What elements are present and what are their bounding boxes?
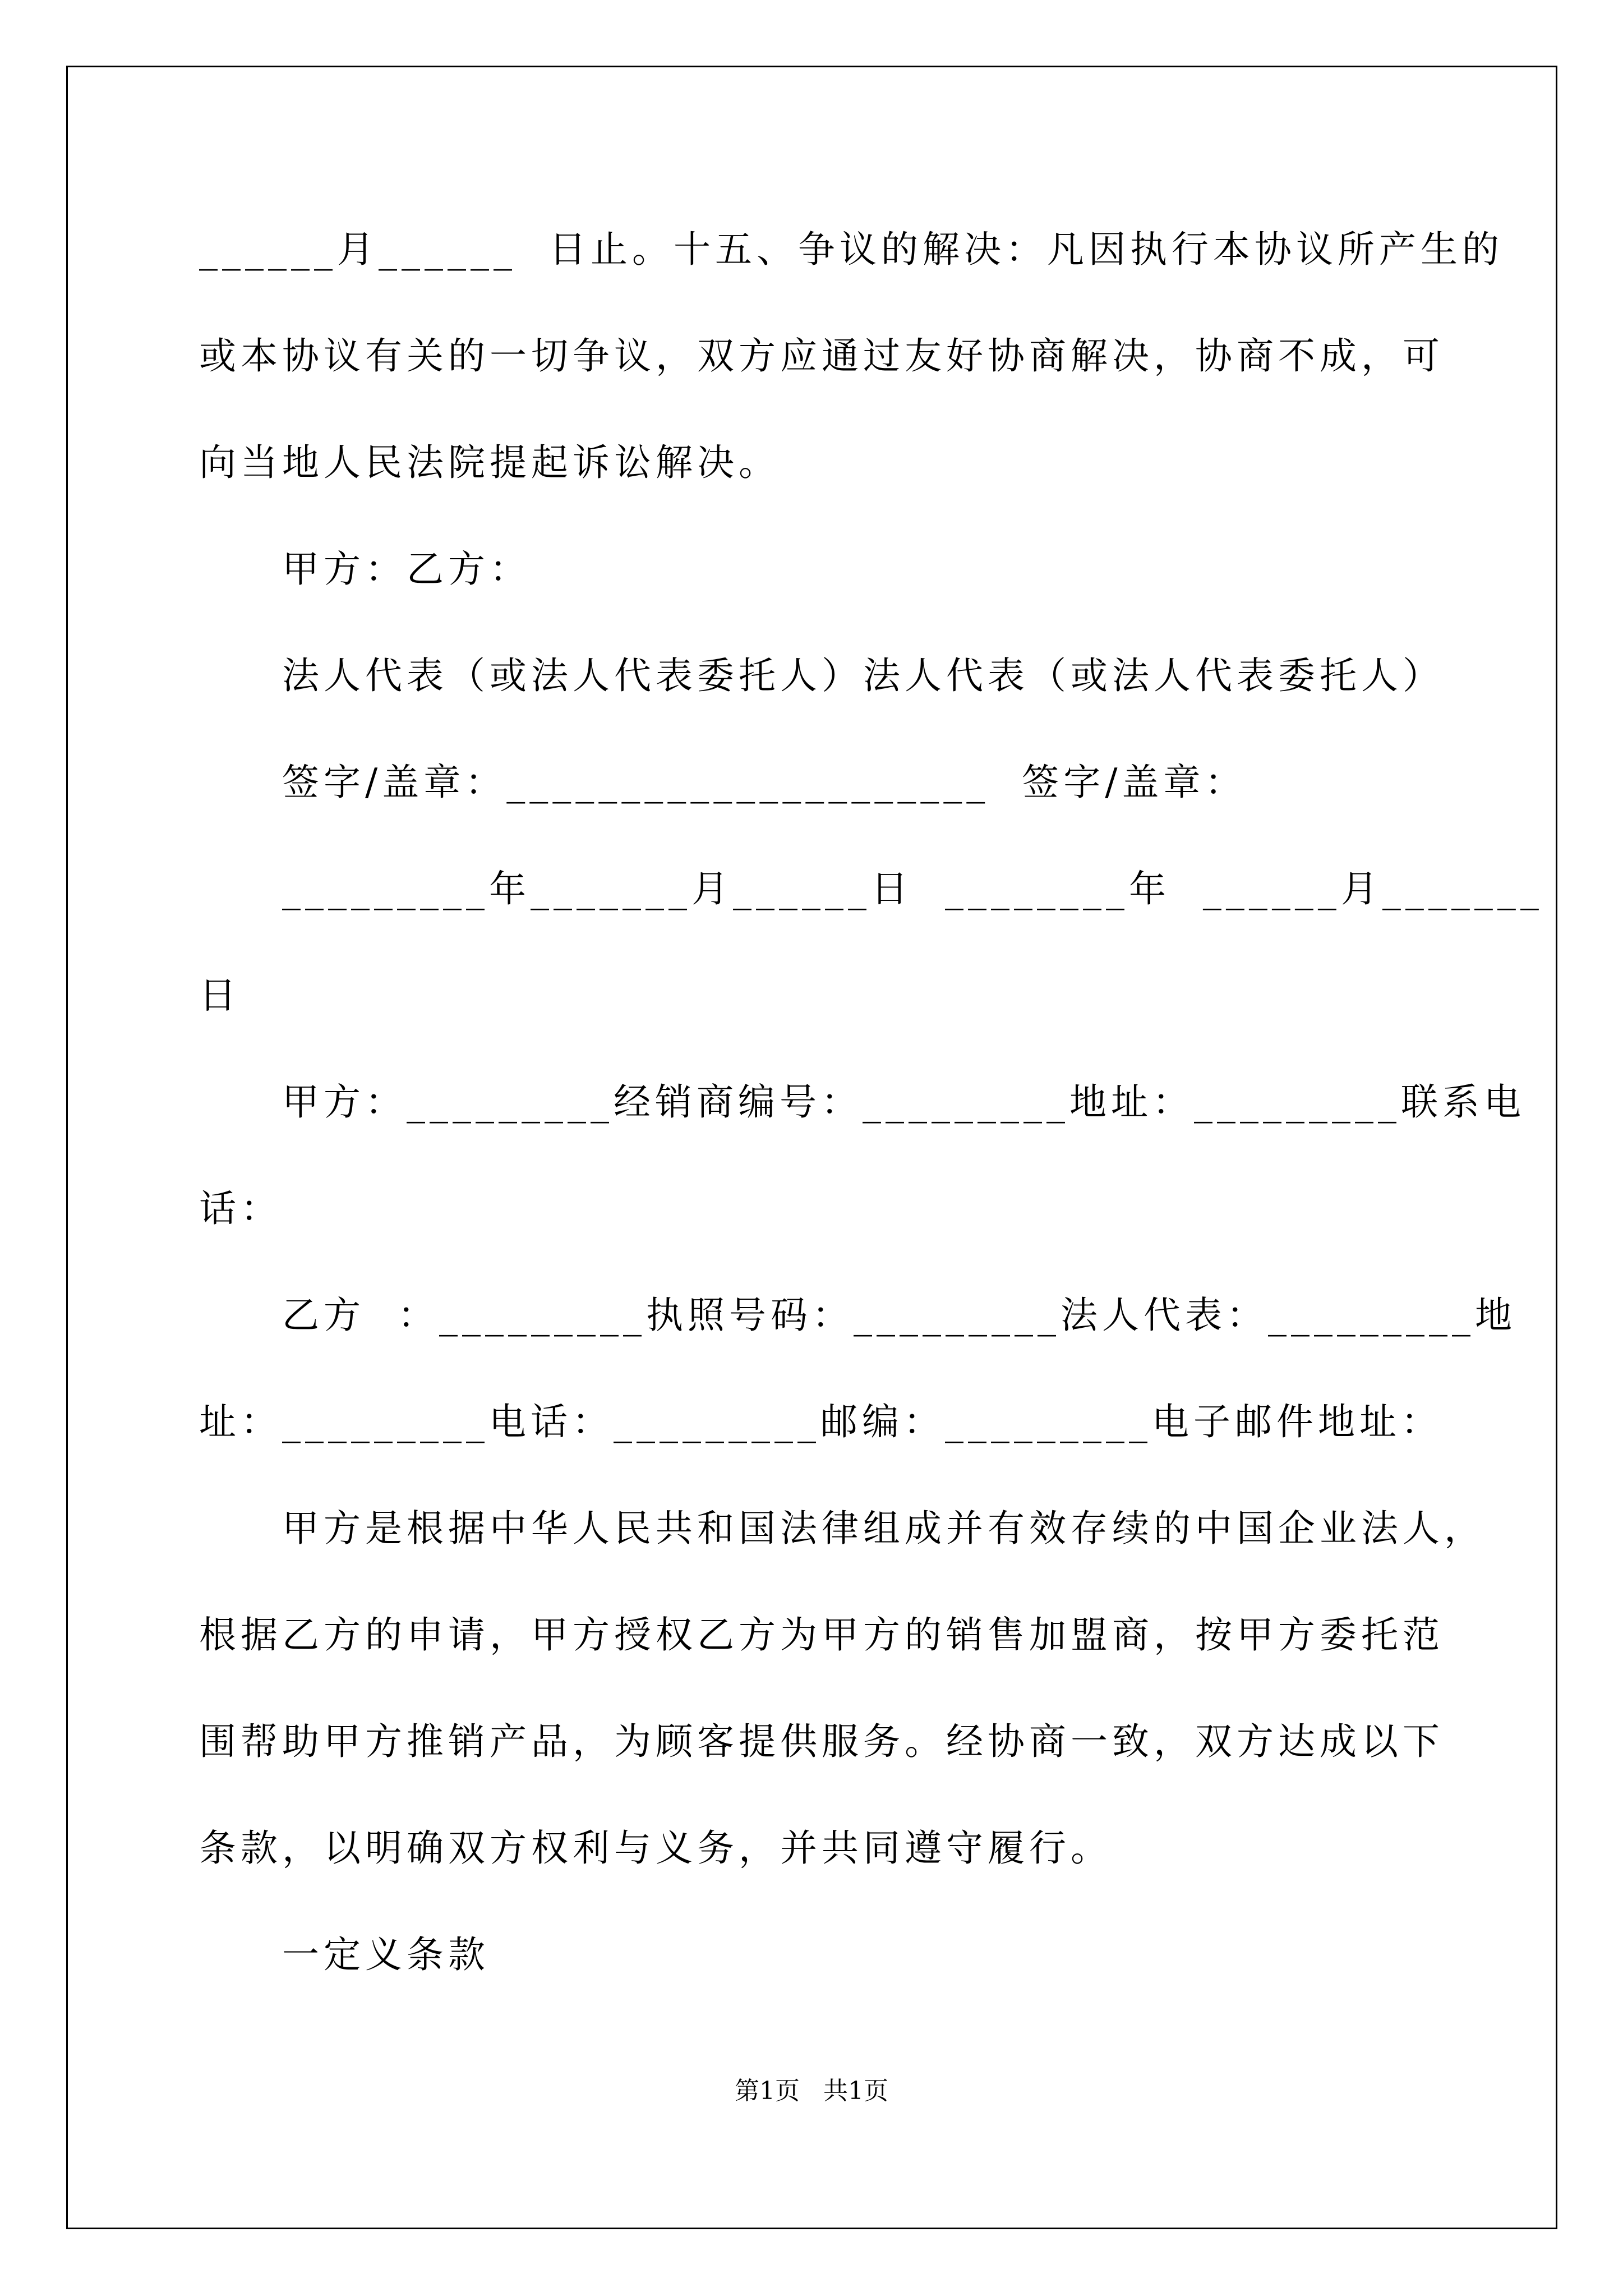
text-line-13: 甲方是根据中华人民共和国法律组成并有效存续的中国企业法人， <box>282 1507 1486 1550</box>
text-line-1: ______月______ 日止。十五、争议的解决：凡因执行本协议所产生的 <box>199 228 1504 271</box>
text-line-2: 或本协议有关的一切争议，双方应通过友好协商解决，协商不成，可 <box>199 334 1444 378</box>
text-line-9: 甲方：_________经销商编号：_________地址：_________联系电 <box>282 1080 1525 1124</box>
text-line-7: _________年_______月______日 ________年 ______月_______ <box>282 867 1543 910</box>
text-line-3: 向当地人民法院提起诉讼解决。 <box>199 441 780 484</box>
text-line-5: 法人代表（或法人代表委托人）法人代表（或法人代表委托人） <box>282 654 1444 697</box>
text-line-16: 条款，以明确双方权利与义务，并共同遵守履行。 <box>199 1826 1112 1870</box>
text-line-12: 址：_________电话：_________邮编：_________电子邮件地址： <box>199 1400 1442 1443</box>
page-footer: 第1页 共1页 <box>735 2077 888 2105</box>
text-line-10: 话： <box>199 1187 282 1230</box>
text-line-4: 甲方：乙方： <box>282 547 531 591</box>
text-line-6: 签字/盖章：_____________________ 签字/盖章： <box>282 761 1247 804</box>
text-line-8: 日 <box>199 974 241 1017</box>
text-line-15: 围帮助甲方推销产品，为顾客提供服务。经协商一致，双方达成以下 <box>199 1720 1444 1763</box>
section-heading: 一定义条款 <box>282 1933 490 1976</box>
text-line-14: 根据乙方的申请，甲方授权乙方为甲方的销售加盟商，按甲方委托范 <box>199 1613 1444 1657</box>
page-border <box>66 66 1557 2229</box>
text-line-11: 乙方 ：_________执照号码：_________法人代表：_________地 <box>282 1294 1516 1337</box>
